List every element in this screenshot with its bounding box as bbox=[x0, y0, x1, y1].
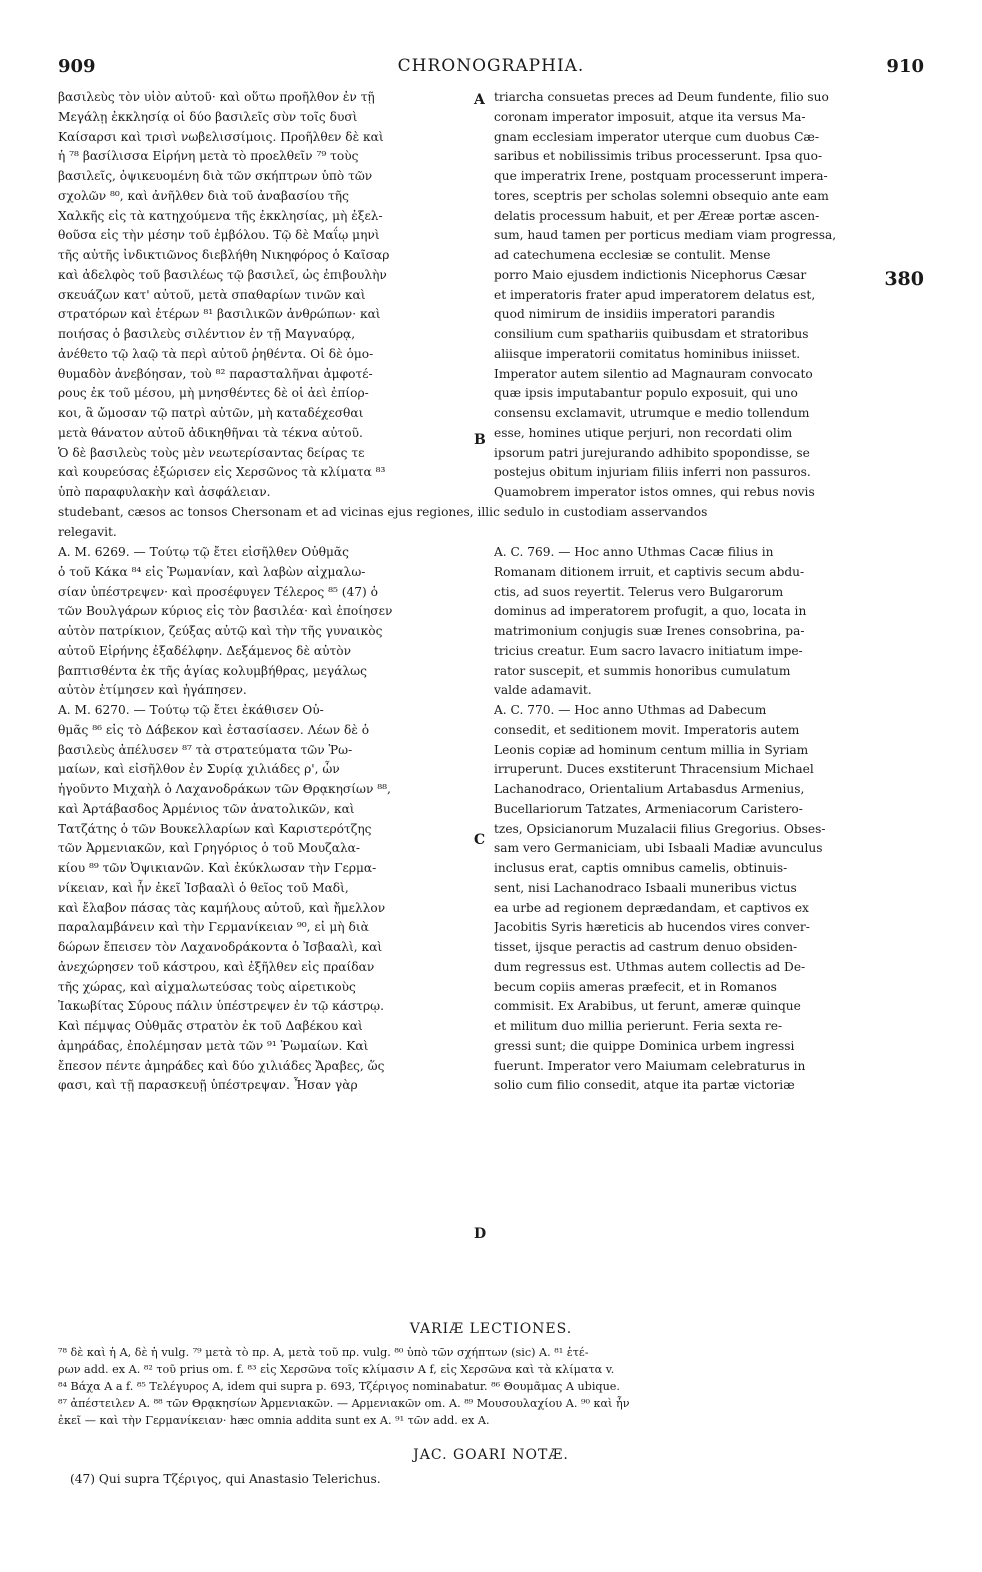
variant-reading-line: ⁸⁴ Βάχα A a f. ⁸⁵ Τελέγυρος A, idem qui supra p. 693, Τζέριγος nominabatur. ⁸⁶ Θουμᾶμας A ubique. bbox=[58, 1380, 620, 1393]
greek-text-line: βασιλεὺς ἀπέλυσεν ⁸⁷ τὰ στρατεύματα τῶν Ῥω- bbox=[58, 742, 353, 757]
latin-text-line: Jacobitis Syris hæreticis ab hucendos vires conver- bbox=[494, 920, 810, 935]
latin-text-line: Leonis copiæ ad hominum centum millia in Syriam bbox=[494, 742, 809, 757]
latin-text-line: tores, sceptris per scholas solemni obsequio ante eam bbox=[494, 188, 829, 203]
latin-text-line: tzes, Opsicianorum Muzalacii filius Gregorius. Obses- bbox=[494, 821, 826, 836]
latin-column-top bbox=[494, 88, 924, 503]
latin-text-line: Imperator autem silentio ad Magnauram convocato bbox=[494, 366, 813, 381]
latin-text-line: consilium cum spathariis quibusdam et stratoribus bbox=[494, 327, 809, 341]
variant-reading-line: ⁷⁸ δὲ καὶ ἡ A, δὲ ἡ vulg. ⁷⁹ μετὰ τὸ πρ. A, μετὰ τοῦ πρ. vulg. ⁸⁰ ὑπὸ τῶν σχήπτων (sic) A. ⁸¹ ἑτέ- bbox=[58, 1346, 589, 1359]
greek-text-line: ρους ἐκ τοῦ μέσου, μὴ μνησθέντες δὲ οἱ ἀεὶ ἐπίορ- bbox=[58, 386, 369, 401]
right-page-number: 910 bbox=[886, 56, 924, 77]
greek-text-line: ἀνέθετο τῷ λαῷ τὰ περὶ αὐτοῦ ῥηθέντα. Οἱ δὲ ὁμο- bbox=[58, 346, 374, 361]
latin-text-line: dum regressus est. Uthmas autem collectis ad De- bbox=[494, 959, 806, 974]
margin-letter-a: A bbox=[474, 92, 485, 108]
latin-text-line: consensu exclamavit, utrumque e medio tollendum bbox=[494, 406, 810, 420]
greek-text-line: δώρων ἔπεισεν τὸν Λαχανοδράκοντα ὁ Ἰσβααλὶ, καὶ bbox=[58, 940, 383, 954]
latin-text-line: A. C. 769. — Hoc anno Uthmas Cacæ filius in bbox=[494, 545, 774, 559]
greek-text-line: παραλαμβάνειν καὶ τὴν Γερμανίκειαν ⁹⁰, εἰ μὴ διὰ bbox=[58, 920, 369, 935]
greek-text-line: Καίσαρσι καὶ τρισὶ νωβελισσίμοις. Προῆλθεν δὲ καὶ bbox=[58, 129, 384, 144]
latin-text-line: studebant, cæsos ac tonsos Chersonam et ad vicinas ejus regiones, illic sedulo in custodiam asservandos bbox=[58, 505, 708, 519]
greek-text-line: Ὁ δὲ βασιλεὺς τοὺς μὲν νεωτερίσαντας δείρας τε bbox=[58, 445, 365, 460]
latin-column-bottom bbox=[494, 543, 924, 1096]
latin-text-line: sum, haud tamen per porticus mediam viam progressa, bbox=[494, 228, 837, 243]
margin-letter-c: C bbox=[474, 832, 486, 848]
latin-text-line: commisit. Ex Arabibus, ut ferunt, ameræ quinque bbox=[494, 999, 801, 1014]
greek-column-top bbox=[58, 88, 468, 503]
greek-text-line: ὁ τοῦ Κάκα ⁸⁴ εἰς Ῥωμανίαν, καὶ λαβὼν αἰχμαλω- bbox=[58, 564, 366, 579]
greek-text-line: Ἰακωβίτας Σύρους πάλιν ὑπέστρεψεν ἐν τῷ κάστρῳ. bbox=[58, 999, 384, 1014]
greek-text-line: στρατόρων καὶ ἑτέρων ⁸¹ βασιλικῶν ἀνθρώπων· καὶ bbox=[58, 307, 381, 322]
greek-text-line: τῆς χώρας, καὶ αἰχμαλωτεύσας τοὺς αἱρετικοὺς bbox=[58, 979, 356, 994]
greek-text-line: ὑπὸ παραφυλακὴν καὶ ἀσφάλειαν. bbox=[58, 485, 271, 499]
latin-text-line: triarcha consuetas preces ad Deum fundente, filio suo bbox=[494, 90, 829, 104]
page-header bbox=[58, 56, 924, 84]
greek-text-line: μαίων, καὶ εἰσῆλθον ἐν Συρίᾳ χιλιάδες ρ', ὧν bbox=[58, 762, 340, 777]
running-title: CHRONOGRAPHIA. bbox=[397, 56, 585, 76]
variae-lectiones-title: VARIÆ LECTIONES. bbox=[409, 1321, 573, 1337]
greek-text-line: κοι, ἃ ὤμοσαν τῷ πατρὶ αὐτῶν, μὴ καταδέχεσθαι bbox=[58, 406, 364, 420]
greek-text-line: Α. Μ. 6270. — Τούτῳ τῷ ἔτει ἐκάθισεν Οὐ- bbox=[58, 703, 324, 717]
greek-text-line: καὶ ἀδελφὸς τοῦ βασιλέως τῷ βασιλεῖ, ὡς ἐπιβουλὴν bbox=[58, 267, 387, 282]
latin-text-line: gressi sunt; die quippe Dominica urbem ingressi bbox=[494, 1038, 795, 1053]
greek-text-line: ἡ ⁷⁸ βασίλισσα Εἰρήνη μετὰ τὸ προελθεῖν ⁷⁹ τοὺς bbox=[58, 149, 359, 164]
latin-text-line: aliisque imperatorii comitatus hominibus iniisset. bbox=[494, 346, 801, 361]
greek-text-line: ποιήσας ὁ βασιλεὺς σιλέντιον ἐν τῇ Μαγναύρᾳ, bbox=[58, 327, 356, 341]
variant-reading-line: ρων add. ex A. ⁸² τοῦ prius om. f. ⁸³ εἰς Χερσῶνα τοῖς κλίμασιν A f, εἰς Χερσῶνα καὶ τὰ κλίματα v. bbox=[58, 1363, 615, 1376]
latin-text-line: postejus obitum injuriam filiis inferri non passuros. bbox=[494, 465, 811, 480]
latin-text-line: porro Maio ejusdem indictionis Nicephorus Cæsar bbox=[494, 267, 807, 282]
latin-text-line: solio cum filio consedit, atque ita partæ victoriæ bbox=[494, 1078, 795, 1093]
greek-text-line: βασιλεῖς, ὀψικευομένη διὰ τῶν σκήπτρων ὑπὸ τῶν bbox=[58, 169, 373, 183]
greek-text-line: θοῦσα εἰς τὴν μέσην τοῦ ἐμβόλου. Τῷ δὲ Μαΐῳ μηνὶ bbox=[58, 228, 380, 243]
note-47: (47) Qui supra Τζέριγος, qui Anastasio Telerichus. bbox=[70, 1472, 381, 1486]
greek-text-line: μετὰ θάνατον αὐτοῦ ἀδικηθῆναι τὰ τέκνα αὐτοῦ. bbox=[58, 425, 363, 440]
greek-text-line: κίου ⁸⁹ τῶν Ὀψικιανῶν. Καὶ ἐκύκλωσαν τὴν Γερμα- bbox=[58, 861, 377, 875]
latin-text-line: irruperunt. Duces exstiterunt Thracensium Michael bbox=[494, 762, 814, 777]
greek-text-line: Α. Μ. 6269. — Τούτῳ τῷ ἔτει εἰσῆλθεν Οὐθμᾶς bbox=[58, 545, 349, 559]
margin-letter-d: D bbox=[474, 1226, 487, 1242]
latin-text-line: tisset, ijsque peractis ad castrum denuo obsiden- bbox=[494, 940, 798, 954]
latin-text-line: Romanam ditionem irruit, et captivis secum abdu- bbox=[494, 564, 805, 579]
margin-letter-b: B bbox=[474, 432, 486, 448]
latin-text-line: ea urbe ad regionem deprædandam, et captivos ex bbox=[494, 900, 809, 915]
latin-text-line: valde adamavit. bbox=[494, 683, 592, 698]
greek-text-line: θυμαδὸν ἀνεβόησαν, τοὺ ⁸² παρασταλῆναι ἀμφοτέ- bbox=[58, 366, 373, 381]
latin-text-line: tricius creatur. Eum sacro lavacro initiatum impe- bbox=[494, 643, 803, 658]
latin-text-line: que imperatrix Irene, postquam processerunt impera- bbox=[494, 169, 828, 183]
latin-text-line: gnam ecclesiam imperator uterque cum duobus Cæ- bbox=[494, 129, 819, 144]
latin-text-line: quod nimirum de insidiis imperatori parandis bbox=[494, 307, 775, 322]
latin-continuation bbox=[58, 503, 924, 543]
greek-text-line: θμᾶς ⁸⁶ εἰς τὸ Δάβεκον καὶ ἐστασίασεν. Λέων δὲ ὁ bbox=[58, 722, 370, 737]
latin-text-line: et militum duo millia perierunt. Feria sexta re- bbox=[494, 1019, 783, 1033]
variant-reading-line: ἐκεῖ — καὶ τὴν Γερμανίκειαν· hæc omnia addita sunt ex A. ⁹¹ τῶν add. ex A. bbox=[58, 1414, 490, 1427]
side-page-number: 380 bbox=[884, 268, 924, 290]
latin-text-line: ad catechumena ecclesiæ se contulit. Mense bbox=[494, 248, 771, 262]
greek-text-line: τῶν Βουλγάρων κύριος εἰς τὸν βασιλέα· καὶ ἐποίησεν bbox=[58, 604, 393, 619]
greek-text-line: βαπτισθέντα ἐκ τῆς ἁγίας κολυμβήθρας, μεγάλως bbox=[58, 663, 367, 678]
latin-text-line: becum copiis ameras præfecit, et in Romanos bbox=[494, 979, 777, 994]
greek-text-line: νίκειαν, καὶ ἦν ἐκεῖ Ἰσβααλὶ ὁ θεῖος τοῦ Μαδὶ, bbox=[58, 880, 349, 895]
greek-text-line: αὐτὸν ἐτίμησεν καὶ ἠγάπησεν. bbox=[58, 683, 247, 698]
latin-text-line: quæ ipsis imputabantur populo exposuit, qui uno bbox=[494, 386, 798, 401]
greek-text-line: αὐτὸν πατρίκιον, ζεύξας αὐτῷ καὶ τὴν τῆς γυναικὸς bbox=[58, 624, 383, 638]
latin-text-line: relegavit. bbox=[58, 524, 117, 539]
greek-text-line: αὐτοῦ Εἰρήνης ἐξαδέλφην. Δεξάμενος δὲ αὐτὸν bbox=[58, 643, 352, 658]
greek-text-line: ἀνεχώρησεν τοῦ κάστρου, καὶ ἐξῆλθεν εἰς πραίδαν bbox=[58, 959, 375, 974]
latin-text-line: ipsorum patri jurejurando adhibito spopondisse, se bbox=[494, 445, 810, 460]
left-page-number: 909 bbox=[58, 56, 96, 77]
latin-text-line: Quamobrem imperator istos omnes, qui rebus novis bbox=[494, 485, 815, 499]
greek-text-line: Χαλκῆς εἰς τὰ κατηχούμενα τῆς ἐκκλησίας, μὴ ἐξελ- bbox=[58, 208, 383, 223]
greek-text-line: καὶ ἔλαβον πάσας τὰς καμήλους αὐτοῦ, καὶ ἤμελλον bbox=[58, 900, 386, 915]
latin-text-line: sent, nisi Lachanodraco Isbaali muneribus victus bbox=[494, 880, 797, 895]
greek-text-line: βασιλεὺς τὸν υἱὸν αὐτοῦ· καὶ οὕτω προῆλθον ἐν τῇ bbox=[58, 90, 375, 104]
greek-text-line: ἡγοῦντο Μιχαὴλ ὁ Λαχανοδράκων τῶν Θρᾳκησίων ⁸⁸, bbox=[58, 782, 391, 796]
greek-text-line: καὶ κουρεύσας ἐξώρισεν εἰς Χερσῶνος τὰ κλίματα ⁸³ bbox=[58, 465, 386, 480]
greek-text-line: τῆς αὐτῆς ἰνδικτιῶνος διεβλήθη Νικηφόρος ὁ Καῖσαρ bbox=[58, 248, 390, 262]
latin-text-line: rator suscepit, et summis honoribus cumulatum bbox=[494, 663, 791, 678]
greek-text-line: Καὶ πέμψας Οὐθμᾶς στρατὸν ἐκ τοῦ Δαβέκου καὶ bbox=[58, 1019, 363, 1033]
latin-text-line: coronam imperator imposuit, atque ita versus Ma- bbox=[494, 109, 806, 124]
greek-text-line: σχολῶν ⁸⁰, καὶ ἀνῆλθεν διὰ τοῦ ἀναβασίου τῆς bbox=[58, 188, 349, 203]
latin-text-line: inclusus erat, captis omnibus camelis, obtinuis- bbox=[494, 861, 788, 875]
latin-text-line: fuerunt. Imperator vero Maiumam celebraturus in bbox=[494, 1058, 806, 1073]
greek-text-line: Τατζάτης ὁ τῶν Βουκελλαρίων καὶ Καριστερότζης bbox=[58, 821, 372, 836]
latin-text-line: sam vero Germaniciam, ubi Isbaali Madiæ avunculus bbox=[494, 841, 823, 856]
latin-text-line: matrimonium conjugis suæ Irenes consobrina, pa- bbox=[494, 624, 805, 638]
latin-text-line: delatis processum habuit, et per Æreæ portæ ascen- bbox=[494, 208, 820, 223]
latin-text-line: esse, homines utique perjuri, non recordati olim bbox=[494, 425, 793, 440]
latin-text-line: dominus ad imperatorem profugit, a quo, locata in bbox=[494, 604, 807, 619]
latin-text-line: consedit, et seditionem movit. Imperatoris autem bbox=[494, 722, 800, 737]
variant-reading-line: ⁸⁷ ἀπέστειλεν A. ⁸⁸ τῶν Θρᾳκησίων Ἀρμενιακῶν. — Αρμενιακῶν om. A. ⁸⁹ Μουσουλαχίου A. ⁹⁰ καὶ ἦν bbox=[58, 1397, 630, 1410]
latin-text-line: ctis, ad suos reyertit. Telerus vero Bulgarorum bbox=[494, 584, 784, 599]
greek-text-line: ἔπεσον πέντε ἀμηράδες καὶ δύο χιλιάδες Ἄραβες, ὥς bbox=[58, 1058, 385, 1073]
greek-text-line: καὶ Ἀρτάβασδος Ἀρμένιος τῶν ἀνατολικῶν, καὶ bbox=[58, 801, 355, 816]
latin-text-line: A. C. 770. — Hoc anno Uthmas ad Dabecum bbox=[494, 703, 767, 717]
greek-text-line: τῶν Ἀρμενιακῶν, καὶ Γρηγόριος ὁ τοῦ Μουζαλα- bbox=[58, 841, 361, 856]
latin-text-line: et imperatoris frater apud imperatorem delatus est, bbox=[494, 287, 816, 302]
latin-text-line: Lachanodraco, Orientalium Artabasdus Armenius, bbox=[494, 782, 805, 796]
greek-column-bottom bbox=[58, 543, 468, 1096]
latin-text-line: saribus et nobilissimis tribus processerunt. Ipsa quo- bbox=[494, 149, 823, 164]
notae-title: JAC. GOARI NOTÆ. bbox=[413, 1447, 569, 1463]
latin-text-line: Bucellariorum Tatzates, Armeniacorum Caristero- bbox=[494, 801, 803, 816]
greek-text-line: ἀμηράδας, ἐπολέμησαν μετὰ τῶν ⁹¹ Ῥωμαίων. Καὶ bbox=[58, 1038, 369, 1053]
greek-text-line: φασι, καὶ τῇ παρασκευῇ ὑπέστρεψαν. Ἦσαν γὰρ bbox=[58, 1078, 358, 1093]
greek-text-line: Μεγάλῃ ἐκκλησίᾳ οἱ δύο βασιλεῖς σὺν τοῖς δυσὶ bbox=[58, 109, 358, 124]
greek-text-line: σκευάζων κατ' αὐτοῦ, μετὰ σπαθαρίων τινῶν καὶ bbox=[58, 287, 366, 302]
greek-text-line: σίαν ὑπέστρεψεν· καὶ προσέφυγεν Τέλερος ⁸⁵ (47) ὁ bbox=[58, 584, 378, 599]
